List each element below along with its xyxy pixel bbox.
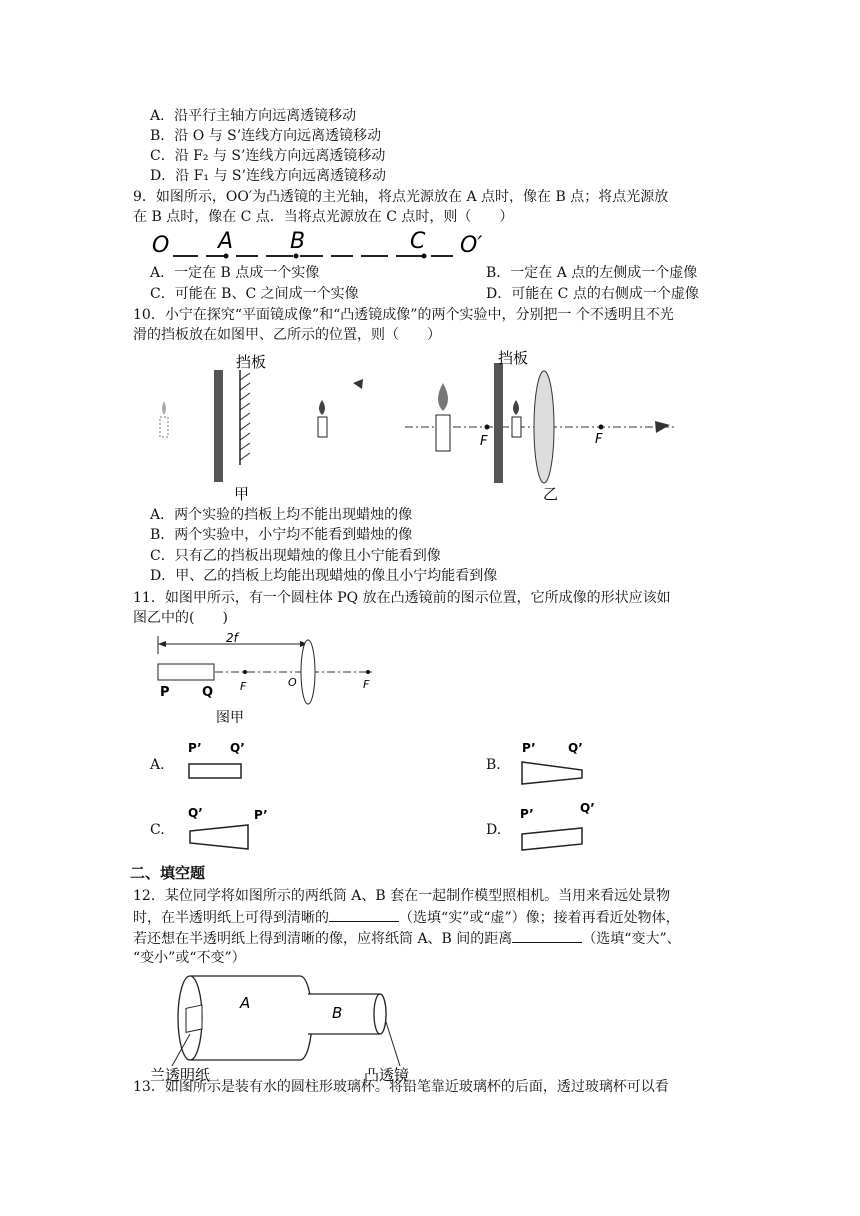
q9-label-a: A	[218, 229, 234, 254]
q12-label-lens: 凸透镜	[364, 1066, 410, 1082]
q11-label-o: O	[288, 676, 297, 689]
q12-line1: 12．某位同学将如图所示的两纸筒 A、B 套在一起制作模型照相机。当用来看远处景物	[133, 888, 671, 904]
q13-line1: 13．如图所示是装有水的圆柱形玻璃杯。将铅笔靠近玻璃杯的后面，透过玻璃杯可以看	[133, 1079, 669, 1095]
q11-label-f2: F	[363, 678, 370, 691]
q10-label-board-jia: 挡板	[236, 353, 267, 371]
q11-option-a-shape	[184, 740, 254, 784]
svg-text:P’: P’	[254, 808, 268, 822]
q12-line4: “变小”或“不变”）	[133, 950, 246, 966]
q9-stem-line2: 在 B 点时，像在 C 点．当将点光源放在 C 点时，则（ ）	[133, 209, 514, 225]
q11-option-c-label: C.	[150, 822, 165, 838]
q10-candle-large	[436, 383, 450, 451]
q11-caption-jia: 图甲	[216, 710, 244, 726]
svg-text:Q’: Q’	[580, 801, 595, 815]
q10-label-yi: 乙	[543, 485, 559, 503]
q12-label-b: B	[332, 1004, 343, 1022]
q10-option-b: B．两个实验中，小宁均不能看到蜡烛的像	[150, 527, 413, 543]
q11-option-b-label: B.	[486, 757, 501, 773]
q10-board-jia	[214, 370, 223, 482]
q12-camera-figure	[150, 962, 430, 1082]
q12-line2: 时，在半透明纸上可得到清晰的 （选填“实”或“虚”）像；接着再看近处物体，	[133, 907, 680, 928]
q12-answer-blank-1[interactable]	[329, 907, 399, 922]
q11-option-c-shape	[184, 805, 274, 855]
q10-stem-line2: 滑的挡板放在如图甲、乙所示的位置，则（ ）	[133, 327, 441, 343]
q10-figure	[150, 345, 690, 505]
q10-candle-jia	[318, 400, 327, 437]
q11-option-d-shape	[518, 800, 608, 856]
svg-text:Q’: Q’	[188, 806, 203, 820]
q9-option-a: A．一定在 B 点成一个实像	[150, 265, 320, 281]
q11-figure-jia	[150, 632, 380, 732]
q12-label-paper: 兰透明纸	[150, 1066, 211, 1082]
q10-label-f1: F	[480, 434, 488, 449]
q10-candle-small	[512, 400, 521, 437]
q11-convex-lens	[301, 640, 315, 704]
q11-stem-line2: 图乙中的( )	[133, 610, 228, 626]
q10-option-c: C．只有乙的挡板出现蜡烛的像且小宁能看到像	[150, 548, 441, 564]
q8-option-a: A．沿平行主轴方向远离透镜移动	[150, 108, 357, 124]
svg-text:Q’: Q’	[230, 741, 245, 755]
q9-label-b: B	[290, 229, 306, 254]
q12-label-a: A	[240, 994, 251, 1012]
q8-option-d: D．沿 F₁ 与 S’连线方向远离透镜移动	[150, 168, 386, 184]
svg-text:P’: P’	[520, 807, 534, 821]
q10-convex-lens	[534, 371, 554, 483]
q11-option-a-label: A.	[150, 757, 165, 773]
q11-option-d-label: D.	[486, 822, 502, 838]
q9-option-b: B．一定在 A 点的左侧成一个虚像	[486, 265, 698, 281]
q11-option-b-shape	[518, 740, 588, 786]
q11-cylinder-pq	[158, 664, 214, 680]
svg-text:P’: P’	[188, 741, 202, 755]
q9-stem-line1: 9．如图所示，OO′为凸透镜的主光轴，将点光源放在 A 点时，像在 B 点；将点光源放	[133, 189, 669, 205]
svg-text:Q’: Q’	[568, 741, 583, 755]
q10-board-yi	[494, 363, 503, 483]
q10-candle-reflection	[160, 401, 168, 437]
q12-answer-blank-2[interactable]	[512, 928, 582, 943]
q10-label-jia: 甲	[234, 485, 250, 503]
q9-label-o-prime: O′	[460, 233, 483, 258]
q11-stem-line1: 11．如图甲所示，有一个圆柱体 PQ 放在凸透镜前的图示位置，它所成像的形状应该如	[133, 590, 671, 606]
q10-mirror-hatching	[240, 373, 250, 460]
svg-text:P’: P’	[522, 741, 536, 755]
q12-translucent-paper	[186, 1005, 202, 1032]
q11-label-f1: F	[240, 680, 247, 693]
q9-axis-figure	[148, 226, 498, 266]
q10-eye-icon-jia	[353, 379, 363, 389]
q10-option-d: D．甲、乙的挡板上均能出现蜡烛的像且小宁均能看到像	[150, 568, 498, 584]
q8-option-b: B．沿 O 与 S’连线方向远离透镜移动	[150, 128, 382, 144]
q10-stem-line1: 10．小宁在探究“平面镜成像”和“凸透镜成像”的两个实验中，分别把一 个不透明且不光	[133, 307, 674, 323]
q11-label-q: Q	[202, 685, 214, 700]
q9-option-d: D．可能在 C 点的右侧成一个虚像	[486, 286, 699, 302]
q9-option-c: C．可能在 B、C 之间成一个实像	[150, 286, 359, 302]
q10-option-a: A．两个实验的挡板上均不能出现蜡烛的像	[150, 507, 413, 523]
q9-label-c: C	[410, 229, 426, 254]
q10-label-board-yi: 挡板	[498, 349, 529, 367]
q11-label-p: P	[160, 685, 170, 700]
q11-label-2f: 2f	[226, 632, 238, 645]
q12-line3: 若还想在半透明纸上得到清晰的像，应将纸筒 A、B 间的距离 （选填“变大”、	[133, 928, 681, 949]
q9-label-o: O	[152, 233, 170, 258]
q10-label-f2: F	[595, 432, 603, 447]
q8-option-c: C．沿 F₂ 与 S’连线方向远离透镜移动	[150, 148, 386, 164]
section-title-fill-in: 二、填空题	[130, 864, 206, 882]
